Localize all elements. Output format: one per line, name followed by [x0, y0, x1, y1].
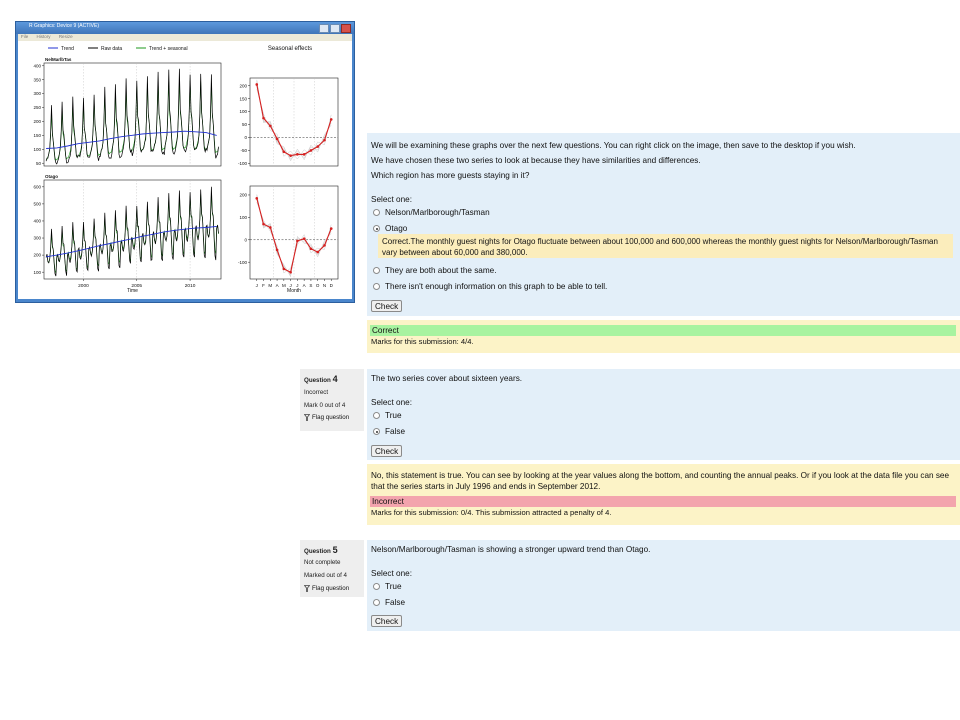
seasonal-point — [276, 249, 279, 252]
q5-label: Question — [304, 548, 331, 555]
q5-flag-label: Flag question — [312, 585, 350, 592]
legend-label: Trend — [61, 46, 74, 52]
seasonal-point — [323, 244, 326, 247]
seasonal-point — [289, 271, 292, 274]
q3-option-same-label: They are both about the same. — [385, 266, 497, 275]
q4-feedback-line-1: No, this statement is true. You can see by looking at the year values along the bottom, and counting the annual peaks. Or if you look at the data file you can see — [371, 471, 950, 480]
y-tick-label: 150 — [33, 132, 41, 138]
y-tick-label: 200 — [239, 83, 247, 89]
q3-option-same[interactable] — [373, 266, 497, 275]
y-tick-label: 0 — [244, 135, 247, 141]
q4-question-text: The two series cover about sixteen years. — [371, 374, 523, 383]
seasonal-point — [303, 237, 306, 240]
q4-option-false-label: False — [385, 427, 406, 436]
q3-marks: Marks for this submission: 4/4. — [371, 337, 474, 346]
q4-check-button[interactable]: Check — [371, 445, 402, 457]
y-tick-label: 0 — [244, 237, 247, 243]
legend-label: Trend + seasonal — [149, 46, 188, 52]
x-tick-label: 2000 — [78, 284, 89, 289]
q5-state: Not complete — [304, 559, 341, 566]
seasonal-point — [310, 247, 313, 250]
q5-number-value: 5 — [332, 545, 338, 555]
seasonal-point — [255, 197, 258, 200]
q5-check-button[interactable]: Check — [371, 615, 402, 627]
y-tick-label: 150 — [239, 96, 247, 102]
q3-option-nelson[interactable] — [373, 208, 490, 217]
y-tick-label: 100 — [33, 269, 41, 275]
y-tick-label: 200 — [33, 119, 41, 125]
maximize-icon[interactable] — [330, 24, 340, 33]
flag-icon — [304, 414, 310, 421]
month-tick-label: F — [262, 283, 265, 288]
seasonal-effects-title: Seasonal effects — [267, 46, 313, 52]
q3-status-correct: Correct — [370, 325, 956, 336]
q3-option-not-enough[interactable] — [373, 282, 607, 291]
y-tick-label: 200 — [239, 192, 247, 198]
q5-option-false[interactable] — [373, 598, 405, 607]
q5-option-true-label: True — [385, 582, 402, 591]
month-tick-label: D — [329, 283, 333, 288]
radio-icon[interactable] — [373, 412, 380, 419]
x-tick-label: 2005 — [131, 284, 143, 289]
q4-status-incorrect: Incorrect — [370, 496, 956, 507]
menu-history[interactable]: History — [36, 34, 51, 39]
q4-option-false[interactable] — [373, 427, 405, 436]
y-tick-label: 100 — [239, 109, 247, 115]
minimize-icon[interactable] — [319, 24, 329, 33]
q4-flag-question[interactable] — [304, 414, 349, 421]
y-tick-label: 100 — [239, 214, 247, 220]
y-tick-label: 200 — [33, 252, 41, 258]
radio-icon[interactable] — [373, 267, 380, 274]
window-menubar — [18, 34, 352, 41]
month-tick-label: S — [309, 283, 313, 288]
month-tick-label: A — [302, 283, 306, 288]
y-tick-label: -50 — [240, 148, 247, 154]
q4-option-true-label: True — [385, 411, 402, 420]
q3-select-one: Select one: — [371, 195, 412, 204]
y-tick-label: 500 — [33, 201, 41, 207]
y-tick-label: 600 — [33, 184, 41, 190]
q3-option-otago[interactable] — [373, 224, 407, 233]
otago-trend-panel-frame — [44, 180, 221, 279]
q3-intro-1: We will be examining these graphs over the next few questions. You can right click on the image, then save to the desktop if you wish. — [371, 141, 856, 150]
nel-series-label: NelMarlbTas — [45, 57, 72, 62]
y-tick-label: 100 — [33, 146, 41, 152]
r-graphics-window — [15, 21, 355, 303]
month-tick-label: J — [255, 283, 258, 288]
q5-number — [304, 545, 338, 555]
month-tick-label: N — [322, 283, 327, 288]
q4-label: Question — [304, 377, 331, 384]
window-title: R Graphics: Device 9 (ACTIVE) — [29, 23, 100, 29]
raw-data-line — [46, 187, 218, 276]
y-tick-label: -100 — [237, 259, 247, 265]
month-tick-label: J — [289, 283, 292, 288]
q4-number-value: 4 — [332, 374, 338, 384]
q4-select-one: Select one: — [371, 398, 412, 407]
q4-state: Incorrect — [304, 389, 329, 396]
menu-resize[interactable]: Resize — [58, 34, 73, 39]
q4-flag-label: Flag question — [312, 414, 350, 421]
window-titlebar — [16, 22, 354, 34]
seasonal-point — [323, 139, 326, 142]
month-tick-label: O — [315, 283, 320, 288]
q3-specific-feedback-line-2: vary between about 60,000 and 380,000. — [382, 248, 528, 257]
q5-option-true[interactable] — [373, 582, 402, 591]
y-tick-label: 50 — [35, 160, 41, 166]
radio-icon[interactable] — [373, 209, 380, 216]
y-tick-label: 250 — [33, 105, 41, 111]
q4-feedback-line-2: that the series starts in July 1996 and ends in September 2012. — [371, 482, 601, 491]
month-tick-label: M — [281, 283, 286, 288]
month-tick-label: M — [268, 283, 273, 288]
y-tick-label: 50 — [241, 122, 247, 128]
seasonal-point — [310, 149, 313, 152]
q4-mark: Mark 0 out of 4 — [304, 402, 346, 409]
q3-option-not-enough-label: There isn't enough information on this graph to be able to tell. — [385, 282, 608, 291]
seasonal-point — [255, 83, 258, 86]
seasonal-point — [330, 227, 333, 230]
radio-selected-icon[interactable] — [373, 428, 380, 435]
flag-icon — [304, 585, 310, 592]
seasonal-point — [262, 117, 265, 120]
x-axis-label-month: Month — [287, 288, 301, 294]
close-icon[interactable] — [341, 24, 351, 33]
y-tick-label: 400 — [33, 218, 41, 224]
decomposition-plot — [18, 41, 352, 299]
q5-select-one: Select one: — [371, 569, 412, 578]
seasonal-point — [276, 138, 279, 141]
q3-specific-feedback — [378, 234, 953, 258]
seasonal-point — [330, 118, 333, 121]
q5-flag-question[interactable] — [304, 585, 349, 592]
q5-option-false-label: False — [385, 598, 406, 607]
y-tick-label: 300 — [33, 235, 41, 241]
y-tick-label: -100 — [237, 161, 247, 167]
q4-marks: Marks for this submission: 0/4. This submission attracted a penalty of 4. — [371, 508, 612, 517]
seasonal-point — [262, 223, 265, 226]
radio-selected-icon[interactable] — [373, 225, 380, 232]
q3-specific-feedback-line-1: Correct.The monthly guest nights for Otago fluctuate between about 100,000 and 600,000 whereas the monthly guest nights for Nelson/Marlborough/Tasman — [382, 237, 938, 246]
seasonal-point — [289, 154, 292, 157]
radio-icon[interactable] — [373, 283, 380, 290]
legend-label: Raw data — [101, 46, 123, 52]
x-axis-label-time: Time — [127, 288, 138, 294]
seasonal-point — [283, 150, 286, 153]
month-tick-label: A — [275, 283, 279, 288]
y-tick-label: 400 — [33, 63, 41, 69]
q3-question-text: Which region has more guests staying in it? — [371, 171, 530, 180]
seasonal-point — [316, 251, 319, 254]
seasonal-point — [303, 153, 306, 156]
q3-check-button[interactable]: Check — [371, 300, 402, 312]
menu-file[interactable]: File — [21, 34, 29, 39]
q3-option-otago-label: Otago — [385, 224, 408, 233]
q4-option-true[interactable] — [373, 411, 402, 420]
y-tick-label: 350 — [33, 77, 41, 83]
y-tick-label: 300 — [33, 91, 41, 97]
q3-intro-2: We have chosen these two series to look at because they have similarities and differences. — [371, 156, 701, 165]
q3-option-nelson-label: Nelson/Marlborough/Tasman — [385, 208, 490, 217]
seasonal-point — [269, 125, 272, 128]
otago-series-label: Otago — [45, 174, 58, 179]
radio-icon[interactable] — [373, 583, 380, 590]
x-tick-label: 2010 — [184, 284, 196, 289]
q5-question-text: Nelson/Marlborough/Tasman is showing a stronger upward trend than Otago. — [371, 545, 651, 554]
seasonal-point — [296, 153, 299, 156]
seasonal-point — [269, 226, 272, 229]
radio-icon[interactable] — [373, 599, 380, 606]
month-tick-label: J — [296, 283, 299, 288]
seasonal-point — [283, 268, 286, 271]
q5-mark: Marked out of 4 — [304, 572, 347, 579]
seasonal-point — [316, 145, 319, 148]
plot-area[interactable] — [18, 41, 352, 299]
q4-number — [304, 374, 338, 384]
seasonal-point — [296, 240, 299, 243]
